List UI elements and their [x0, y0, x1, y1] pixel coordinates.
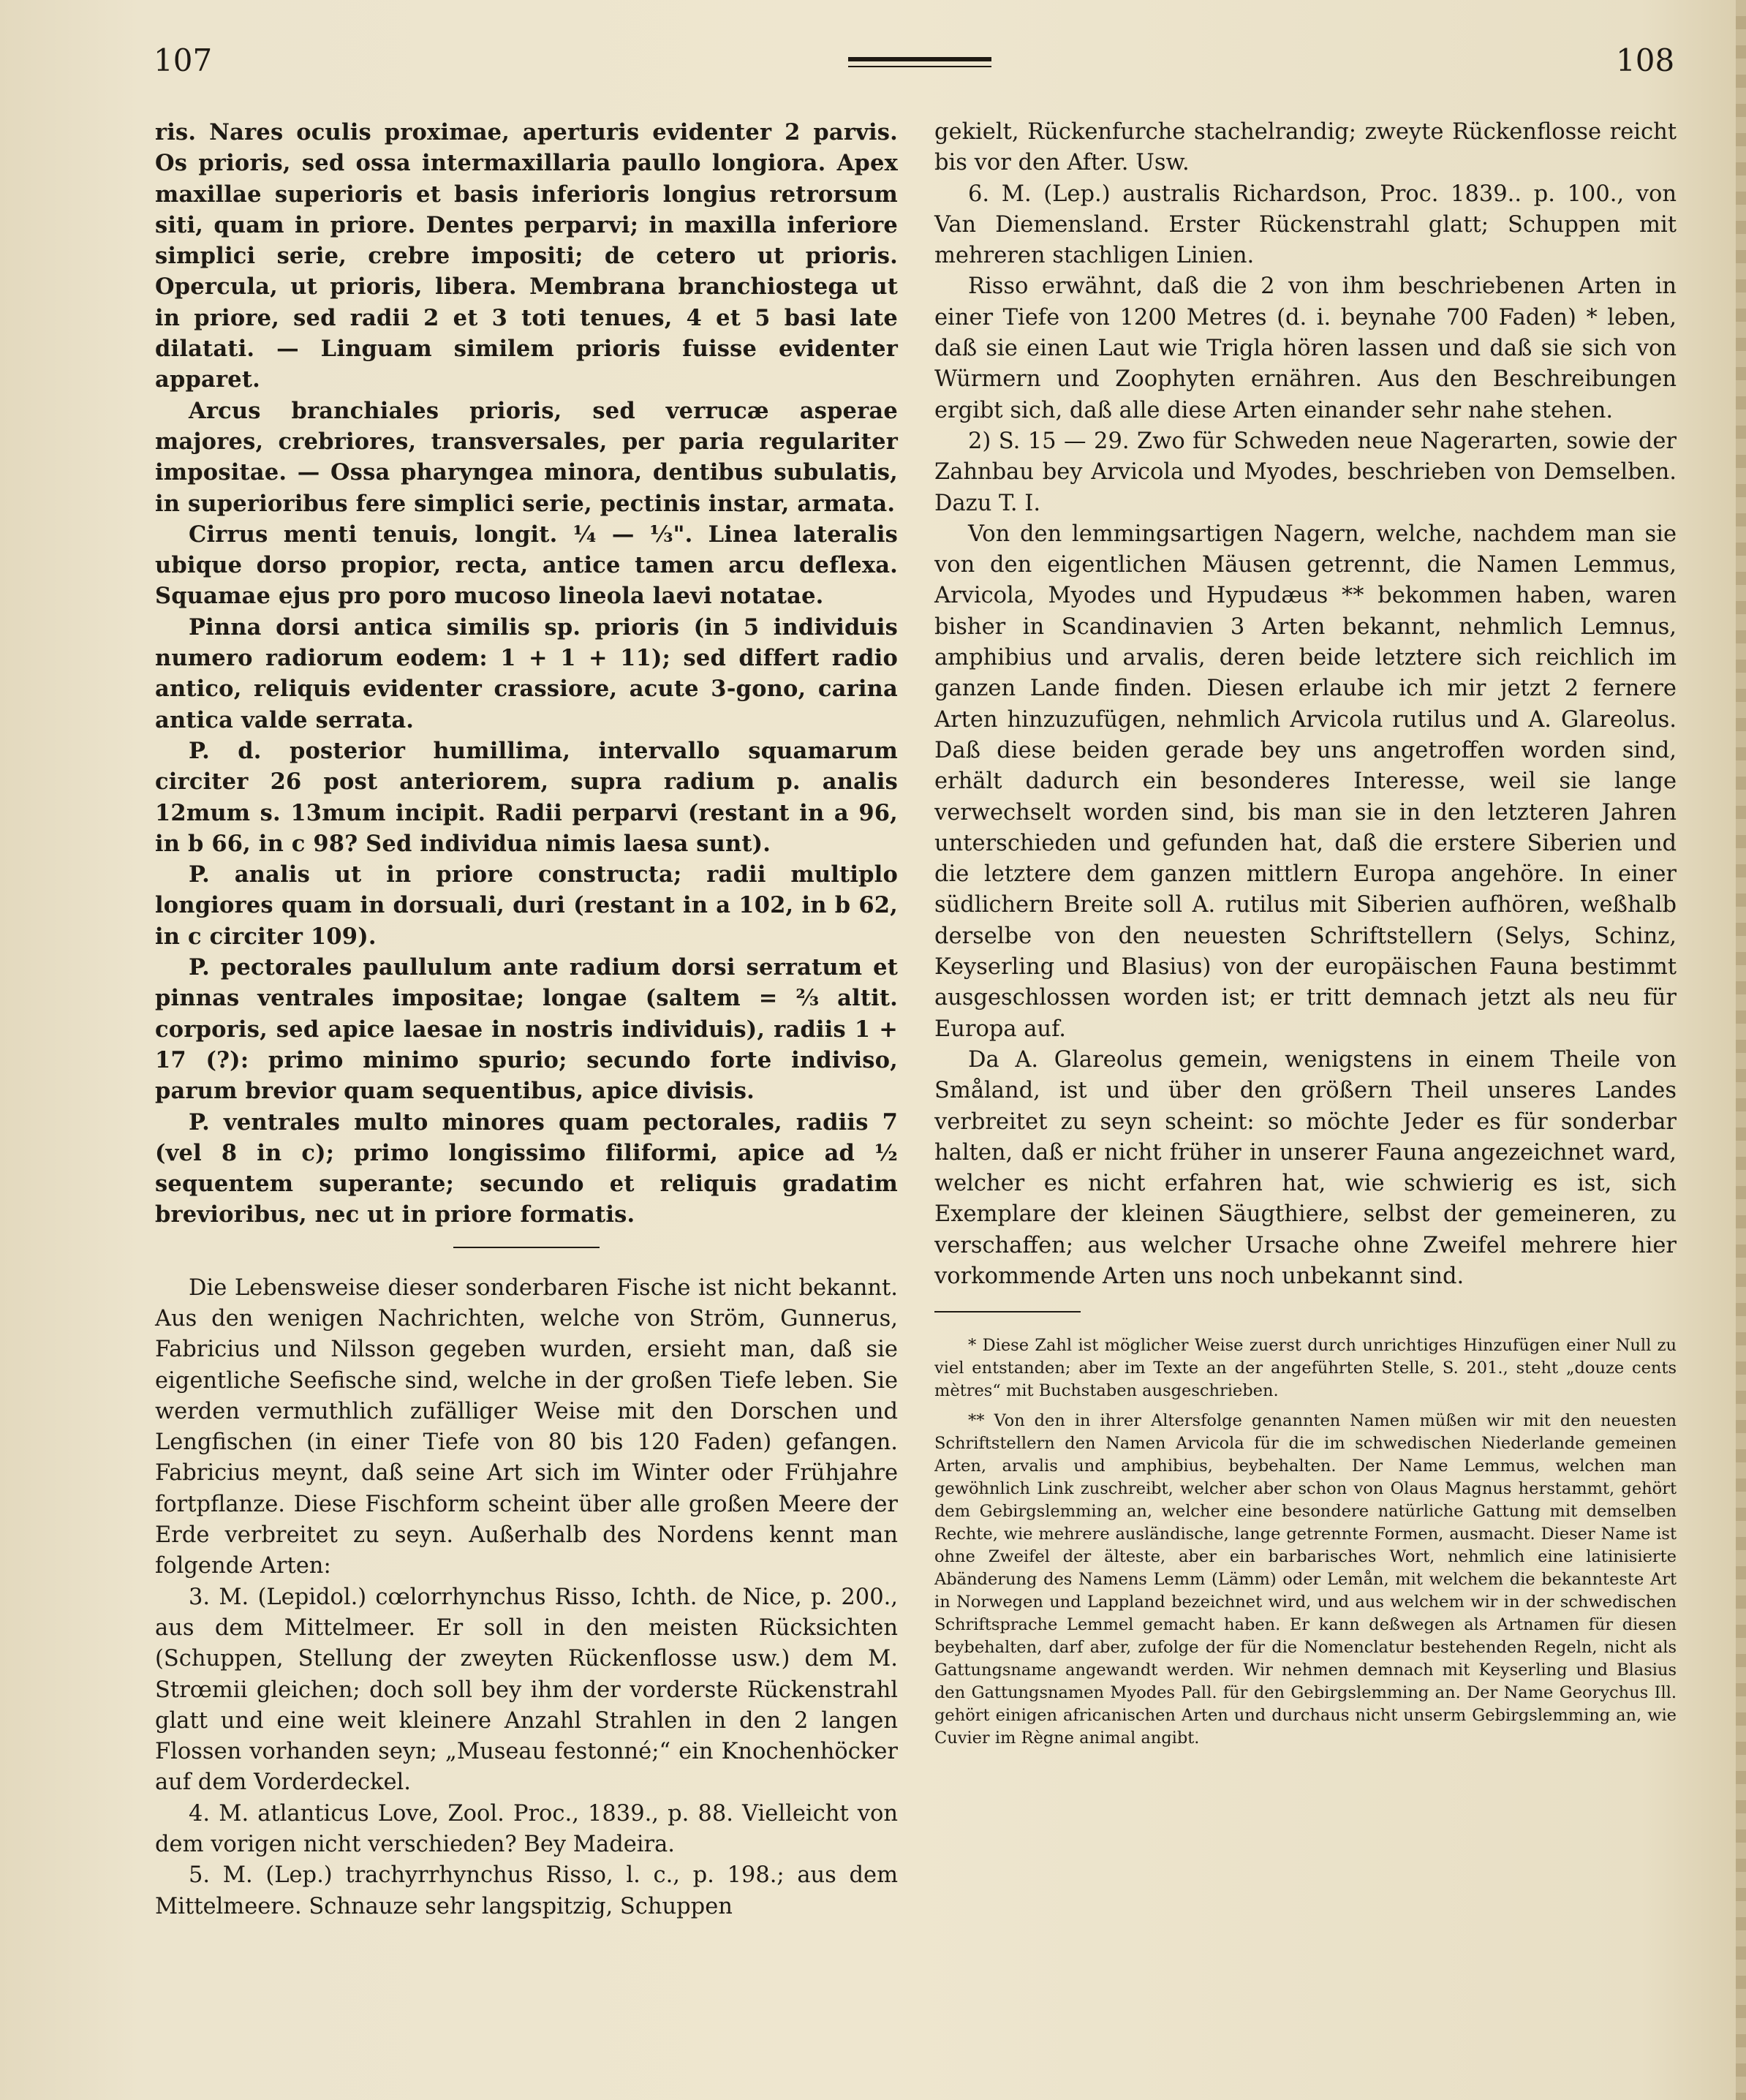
species-entry: 6. M. (Lep.) australis Richardson, Proc. 1839.. p. 100., von Van Diemensland. Erster Rückenstrahl glatt; Schuppen mit mehreren stachligen Linien. [934, 181, 1677, 269]
latin-description [155, 117, 898, 1231]
german-text [155, 1273, 898, 1922]
latin-paragraph: Cirrus menti tenuis, longit. ¼ — ⅓". Linea lateralis ubique dorso propior, recta, antice tamen arcu deflexa. Squamae ejus pro poro mucoso lineola laevi notatae. [155, 521, 898, 610]
latin-paragraph: P. d. posterior humillima, intervallo squamarum circiter 26 post anteriorem, supra radium p. analis 12mum s. 13mum incipit. Radii perparvi (restant in a 96, in b 66, in c 98? Sed individua nimis laesa sunt). [155, 737, 898, 857]
footnotes [934, 1334, 1677, 1750]
footnote-separator [934, 1311, 1081, 1312]
page-number-right: 108 [1616, 42, 1675, 78]
right-column [934, 117, 1677, 1750]
section-separator [453, 1247, 600, 1248]
species-entry: 5. M. (Lep.) trachyrrhynchus Risso, l. c., p. 198.; aus dem Mittelmeere. Schnauze sehr langspitzig, Schuppen [155, 1862, 898, 1919]
latin-paragraph: Arcus branchiales prioris, sed verrucæ asperae majores, crebriores, transversales, per paria regulariter impositae. — Ossa pharyngea minora, dentibus subulatis, in superioribus fere simplici serie, pectinis instar, armata. [155, 397, 898, 517]
species-entry: 3. M. (Lepidol.) cœlorrhynchus Risso, Ichth. de Nice, p. 200., aus dem Mittelmeer. Er soll in den meisten Rücksichten (Schuppen, Stellung der zweyten Rückenflosse usw.) dem M. Strœmii gleichen; doch soll bey ihm der vorderste Rückenstrahl glatt und eine weit kleinere Anzahl Strahlen in den 2 langen Flossen vorhanden seyn; „Museau festonné;“ ein Knochenhöcker auf dem Vorderdeckel. [155, 1584, 898, 1796]
latin-paragraph: P. pectorales paullulum ante radium dorsi serratum et pinnas ventrales impositae; longae (saltem = ⅔ altit. corporis, sed apice laesae in nostris individuis), radiis 1 + 17 (?): primo minimo spurio; secundo forte indiviso, parum brevior quam sequentibus, apice divisis. [155, 954, 898, 1105]
page-number-left: 107 [154, 42, 213, 78]
left-column [155, 117, 898, 1922]
section-heading: 2) S. 15 — 29. Zwo für Schweden neue Nagerarten, sowie der Zahnbau bey Arvicola und Myodes, beschrieben von Demselben. Dazu T. I. [934, 428, 1677, 516]
footnote: * Diese Zahl ist möglicher Weise zuerst durch unrichtiges Hinzufügen einer Null zu viel entstanden; aber im Texte an der angeführten Stelle, S. 201., steht „douze cents mètres“ mit Buchstaben ausgeschrieben. [934, 1336, 1677, 1401]
german-paragraph: gekielt, Rückenfurche stachelrandig; zweyte Rückenflosse reicht bis vor den After. Usw. [934, 119, 1677, 176]
species-entry: 4. M. atlanticus Love, Zool. Proc., 1839., p. 88. Vielleicht von dem vorigen nicht verschieden? Bey Madeira. [155, 1800, 898, 1858]
latin-paragraph: ris. Nares oculis proximae, aperturis evidenter 2 parvis. Os prioris, sed ossa intermaxillaria paullo longiora. Apex maxillae superioris et basis inferioris longius retrorsum siti, quam in priore. Dentes perparvi; in maxilla inferiore simplici serie, crebre impositi; de cetero ut prioris. Opercula, ut prioris, libera. Membrana branchiostega ut in priore, sed radii 2 et 3 toti tenues, 4 et 5 basi late dilatati. — Linguam similem prioris fuisse evidenter apparet. [155, 119, 898, 393]
latin-paragraph: P. analis ut in priore constructa; radii multiplo longiores quam in dorsuali, duri (restant in a 102, in b 62, in c circiter 109). [155, 861, 898, 950]
latin-paragraph: Pinna dorsi antica similis sp. prioris (in 5 individuis numero radiorum eodem: 1 + 1 + 11); sed differt radio antico, reliquis evidenter crassiore, acute 3-gono, carina antica valde serrata. [155, 613, 898, 733]
header-rule-thin [848, 66, 991, 67]
footnote: ** Von den in ihrer Altersfolge genannten Namen müßen wir mit den neuesten Schriftstellern den Namen Arvicola für die im schwedischen Niederlande gemeinen Arten, arvalis und amphibius, beybehalten. Der Name Lemmus, welchen man gewöhnlich Link zuschreibt, welcher aber schon von Olaus Magnus herstammt, gehört dem Gebirgslemming an, welcher eine besondere natürliche Gattung mit demselben Rechte, wie mehrere ausländische, lange getrennte Formen, ausmacht. Dieser Name ist ohne Zweifel der älteste, aber ein barbarisches Wort, nehmlich eine latinisierte Abänderung des Namens Lemm (Lämm) oder Lemån, mit welchem die bekannteste Art in Norwegen und Lappland bezeichnet wird, und aus welchem wir in der schwedischen Schriftsprache Lemmel gemacht haben. Er kann deßwegen als Artnamen für diesen beybehalten, darf aber, zufolge der für die Nomenclatur bestehenden Regeln, nicht als Gattungsname angewandt werden. Wir nehmen demnach mit Keyserling und Blasius den Gattungsnamen Myodes Pall. für den Gebirgslemming an. Der Name Georychus Ill. gehört einigen africanischen Arten und durchaus nicht unserm Gebirgslemming an, wie Cuvier im Règne animal angibt. [934, 1411, 1677, 1748]
page-edge [1736, 0, 1746, 2100]
german-paragraph: Die Lebensweise dieser sonderbaren Fische ist nicht bekannt. Aus den wenigen Nachrichten, welche von Ström, Gunnerus, Fabricius und Nilsson gegeben wurden, ersieht man, daß sie eigentliche Seefische sind, welche in der großen Tiefe leben. Sie werden vermuthlich zufälliger Weise mit den Dorschen und Lengfischen (in einer Tiefe von 80 bis 120 Faden) gefangen. Fabricius meynt, daß seine Art sich im Winter oder Frühjahre fortpflanze. Diese Fischform scheint über alle großen Meere der Erde verbreitet zu seyn. Außerhalb des Nordens kennt man folgende Arten: [155, 1274, 898, 1579]
german-paragraph: Von den lemmingsartigen Nagern, welche, nachdem man sie von den eigentlichen Mäusen getrennt, die Namen Lemmus, Arvicola, Myodes und Hypudæus ** bekommen haben, waren bisher in Scandinavien 3 Arten bekannt, nehmlich Lemnus, amphibius und arvalis, deren beide letztere sich reichlich im ganzen Lande finden. Diesen erlaube ich mir jetzt 2 fernere Arten hinzuzufügen, nehmlich Arvicola rutilus und A. Glareolus. Daß diese beiden gerade bey uns angetroffen worden sind, erhält dadurch ein besonderes Interesse, weil sie lange verwechselt worden sind, bis man sie in den letzteren Jahren unterschieden und gefunden hat, daß die erstere Siberien und die letztere dem ganzen mittlern Europa angehöre. In einer südlichern Breite soll A. rutilus mit Siberien aufhören, weßhalb derselbe von den neuesten Schriftstellern (Selys, Schinz, Keyserling und Blasius) von der europäischen Fauna bestimmt ausgeschlossen worden ist; er tritt demnach jetzt als neu für Europa auf. [934, 521, 1677, 1042]
german-paragraph: Risso erwähnt, daß die 2 von ihm beschriebenen Arten in einer Tiefe von 1200 Metres (d. i. beynahe 700 Faden) * leben, daß sie einen Laut wie Trigla hören lassen und daß sie sich von Würmern und Zoophyten ernähren. Aus den Beschreibungen ergibt sich, daß alle diese Arten einander sehr nahe stehen. [934, 273, 1677, 423]
header-rule [848, 57, 991, 61]
german-paragraph: Da A. Glareolus gemein, wenigstens in einem Theile von Småland, ist und über den größern Theil unseres Landes verbreitet zu seyn scheint: so möchte Jeder es für sonderbar halten, daß er nicht früher in unserer Fauna angezeichnet ward, welcher es nicht erfahren hat, wie schwierig es ist, sich Exemplare der kleinen Säugthiere, selbst der gemeineren, zu verschaffen; aus welcher Ursache ohne Zweifel mehrere hier vorkommende Arten uns noch unbekannt sind. [934, 1046, 1677, 1289]
latin-paragraph: P. ventrales multo minores quam pectorales, radiis 7 (vel 8 in c); primo longissimo filiformi, apice ad ½ sequentem superante; secundo et reliquis gradatim brevioribus, nec ut in priore formatis. [155, 1108, 898, 1228]
